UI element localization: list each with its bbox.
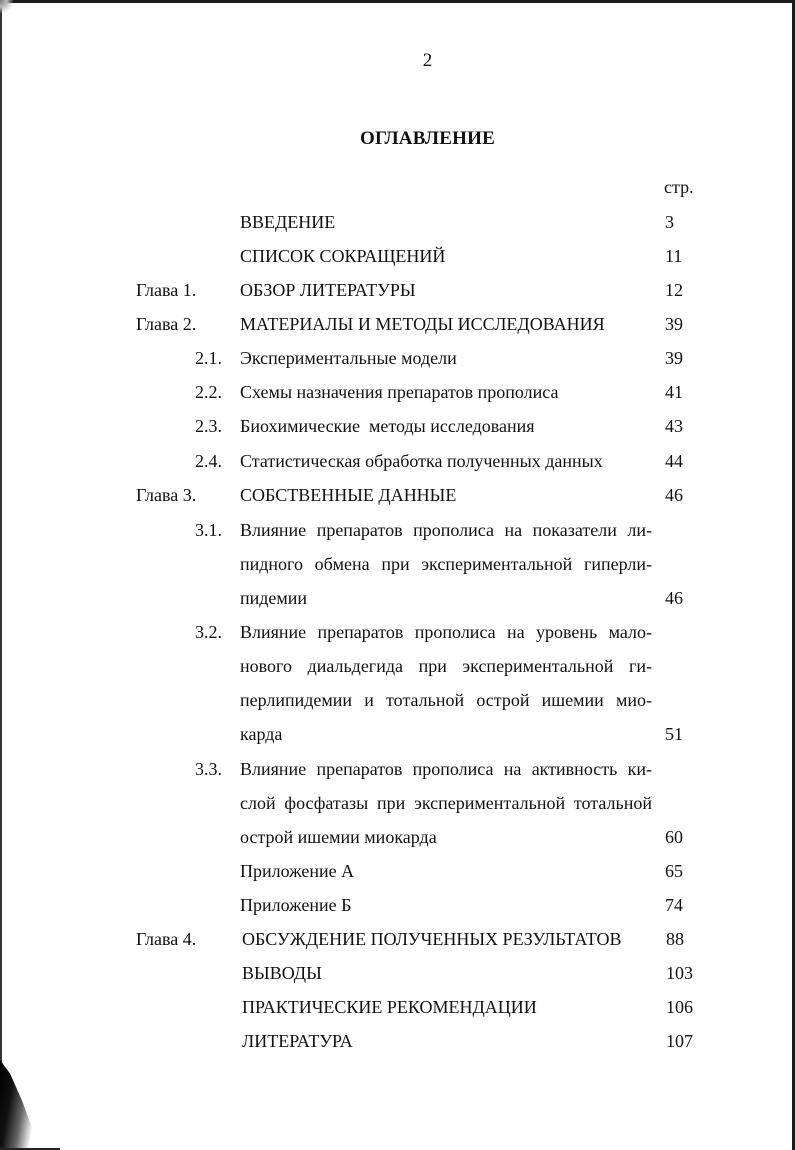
toc-section-number: 2.3. xyxy=(195,416,222,436)
toc-entry-title-line: острой ишемии миокарда xyxy=(240,827,437,847)
toc-entry xyxy=(0,990,795,1024)
toc-entry-continuation xyxy=(0,786,795,820)
toc-entry-title: ОБЗОР ЛИТЕРАТУРЫ xyxy=(240,280,416,300)
toc-section-number: 2.4. xyxy=(195,451,222,471)
toc-entry-title: Биохимические методы исследования xyxy=(240,416,535,436)
toc-entry-page: 60 xyxy=(665,827,683,847)
toc-entry-continuation xyxy=(0,717,795,751)
toc-entry-title: МАТЕРИАЛЫ И МЕТОДЫ ИССЛЕДОВАНИЯ xyxy=(240,314,605,334)
toc-entry-page: 43 xyxy=(665,416,683,436)
toc-entry-title-line: перлипидемии и тотальной острой ишемии мио- xyxy=(240,690,652,710)
toc-entry xyxy=(0,239,795,273)
toc-entry-title-line: Влияние препаратов прополиса на уровень мало- xyxy=(240,622,652,642)
toc-entry-page: 51 xyxy=(665,724,683,744)
toc-section-number: 2.2. xyxy=(195,382,222,402)
toc-entry-title: ЛИТЕРАТУРА xyxy=(242,1031,353,1051)
toc-entry-page: 41 xyxy=(665,382,683,402)
toc-entry-title: Схемы назначения препаратов прополиса xyxy=(240,382,559,402)
toc-entry-title-line: Влияние препаратов прополиса на активность ки- xyxy=(240,759,652,779)
toc-entry-continuation xyxy=(0,683,795,717)
toc-entry-title-line: пидемии xyxy=(240,588,308,608)
toc-entry-page: 39 xyxy=(665,348,683,368)
toc-entry-continuation xyxy=(0,649,795,683)
toc-entry-title-line: Влияние препаратов прополиса на показатели ли- xyxy=(240,520,652,540)
toc-entry-title-line: слой фосфатазы при экспериментальной тотальной xyxy=(240,793,652,813)
toc-entry-section xyxy=(0,341,795,375)
toc-entry-appendix xyxy=(0,854,795,888)
toc-entry-title: ОБСУЖДЕНИЕ ПОЛУЧЕННЫХ РЕЗУЛЬТАТОВ xyxy=(242,929,622,949)
toc-chapter-label: Глава 4. xyxy=(136,929,197,949)
toc-entry-page: 12 xyxy=(665,280,683,300)
toc-entry-title: ВЫВОДЫ xyxy=(242,963,322,983)
toc-entry-section xyxy=(0,375,795,409)
toc-entry-title-line: пидного обмена при экспериментальной гиперли- xyxy=(240,554,652,574)
toc-entry xyxy=(0,205,795,239)
toc-entry-title: Приложение Б xyxy=(240,895,352,915)
toc-chapter-label: Глава 3. xyxy=(136,485,197,505)
toc-entry-section xyxy=(0,752,795,786)
toc-entry-section xyxy=(0,444,795,478)
toc-entry-section xyxy=(0,513,795,547)
toc-entry-title: Статистическая обработка полученных данных xyxy=(240,451,603,471)
toc-entry-title: СОБСТВЕННЫЕ ДАННЫЕ xyxy=(240,485,457,505)
toc-section-number: 2.1. xyxy=(195,348,222,368)
toc-entry-appendix xyxy=(0,888,795,922)
toc-entry-page: 88 xyxy=(666,929,684,949)
toc-entry-title: Экспериментальные модели xyxy=(240,348,457,368)
toc-entry-continuation xyxy=(0,547,795,581)
toc-entry-title: ПРАКТИЧЕСКИЕ РЕКОМЕНДАЦИИ xyxy=(242,997,537,1017)
page-title: ОГЛАВЛЕНИЕ xyxy=(360,128,495,149)
toc-entry-page: 46 xyxy=(665,485,683,505)
toc-entry-continuation xyxy=(0,581,795,615)
scan-top-border xyxy=(0,0,795,3)
toc-entry-page: 39 xyxy=(665,314,683,334)
toc-entry-chapter xyxy=(0,478,795,512)
toc-entry-title: ВВЕДЕНИЕ xyxy=(240,212,336,232)
toc-entry-page: 46 xyxy=(665,588,683,608)
toc-entry-page: 106 xyxy=(666,997,693,1017)
toc-chapter-label: Глава 2. xyxy=(136,314,197,334)
toc-entry xyxy=(0,956,795,990)
scan-shadow-artifact xyxy=(0,1060,40,1150)
toc-entry-title: СПИСОК СОКРАЩЕНИЙ xyxy=(240,246,446,266)
toc-entry-page: 11 xyxy=(665,246,683,266)
toc-entry-chapter xyxy=(0,307,795,341)
toc-entry-title: Приложение А xyxy=(240,861,355,881)
toc-entry-page: 65 xyxy=(665,861,683,881)
toc-entry-chapter xyxy=(0,922,795,956)
toc-entry-title-line: нового диальдегида при экспериментальной ги- xyxy=(240,656,652,676)
toc-entry-chapter xyxy=(0,273,795,307)
toc-entry-title-line: карда xyxy=(240,724,283,744)
scan-corner-speck xyxy=(0,0,14,14)
toc-entry-section xyxy=(0,615,795,649)
toc-section-number: 3.3. xyxy=(195,759,222,779)
toc-chapter-label: Глава 1. xyxy=(136,280,197,300)
toc-entry-page: 44 xyxy=(665,451,683,471)
toc-entry-continuation xyxy=(0,820,795,854)
toc-entry xyxy=(0,1024,795,1058)
page-number: 2 xyxy=(422,50,433,71)
toc-entry-page: 103 xyxy=(666,963,693,983)
toc-entry-section xyxy=(0,409,795,443)
toc-section-number: 3.1. xyxy=(195,520,222,540)
toc-section-number: 3.2. xyxy=(195,622,222,642)
pages-column-header: стр. xyxy=(664,177,694,197)
toc-entry-page: 74 xyxy=(665,895,683,915)
toc-entry-page: 3 xyxy=(665,212,674,232)
toc-entry-page: 107 xyxy=(666,1031,693,1051)
